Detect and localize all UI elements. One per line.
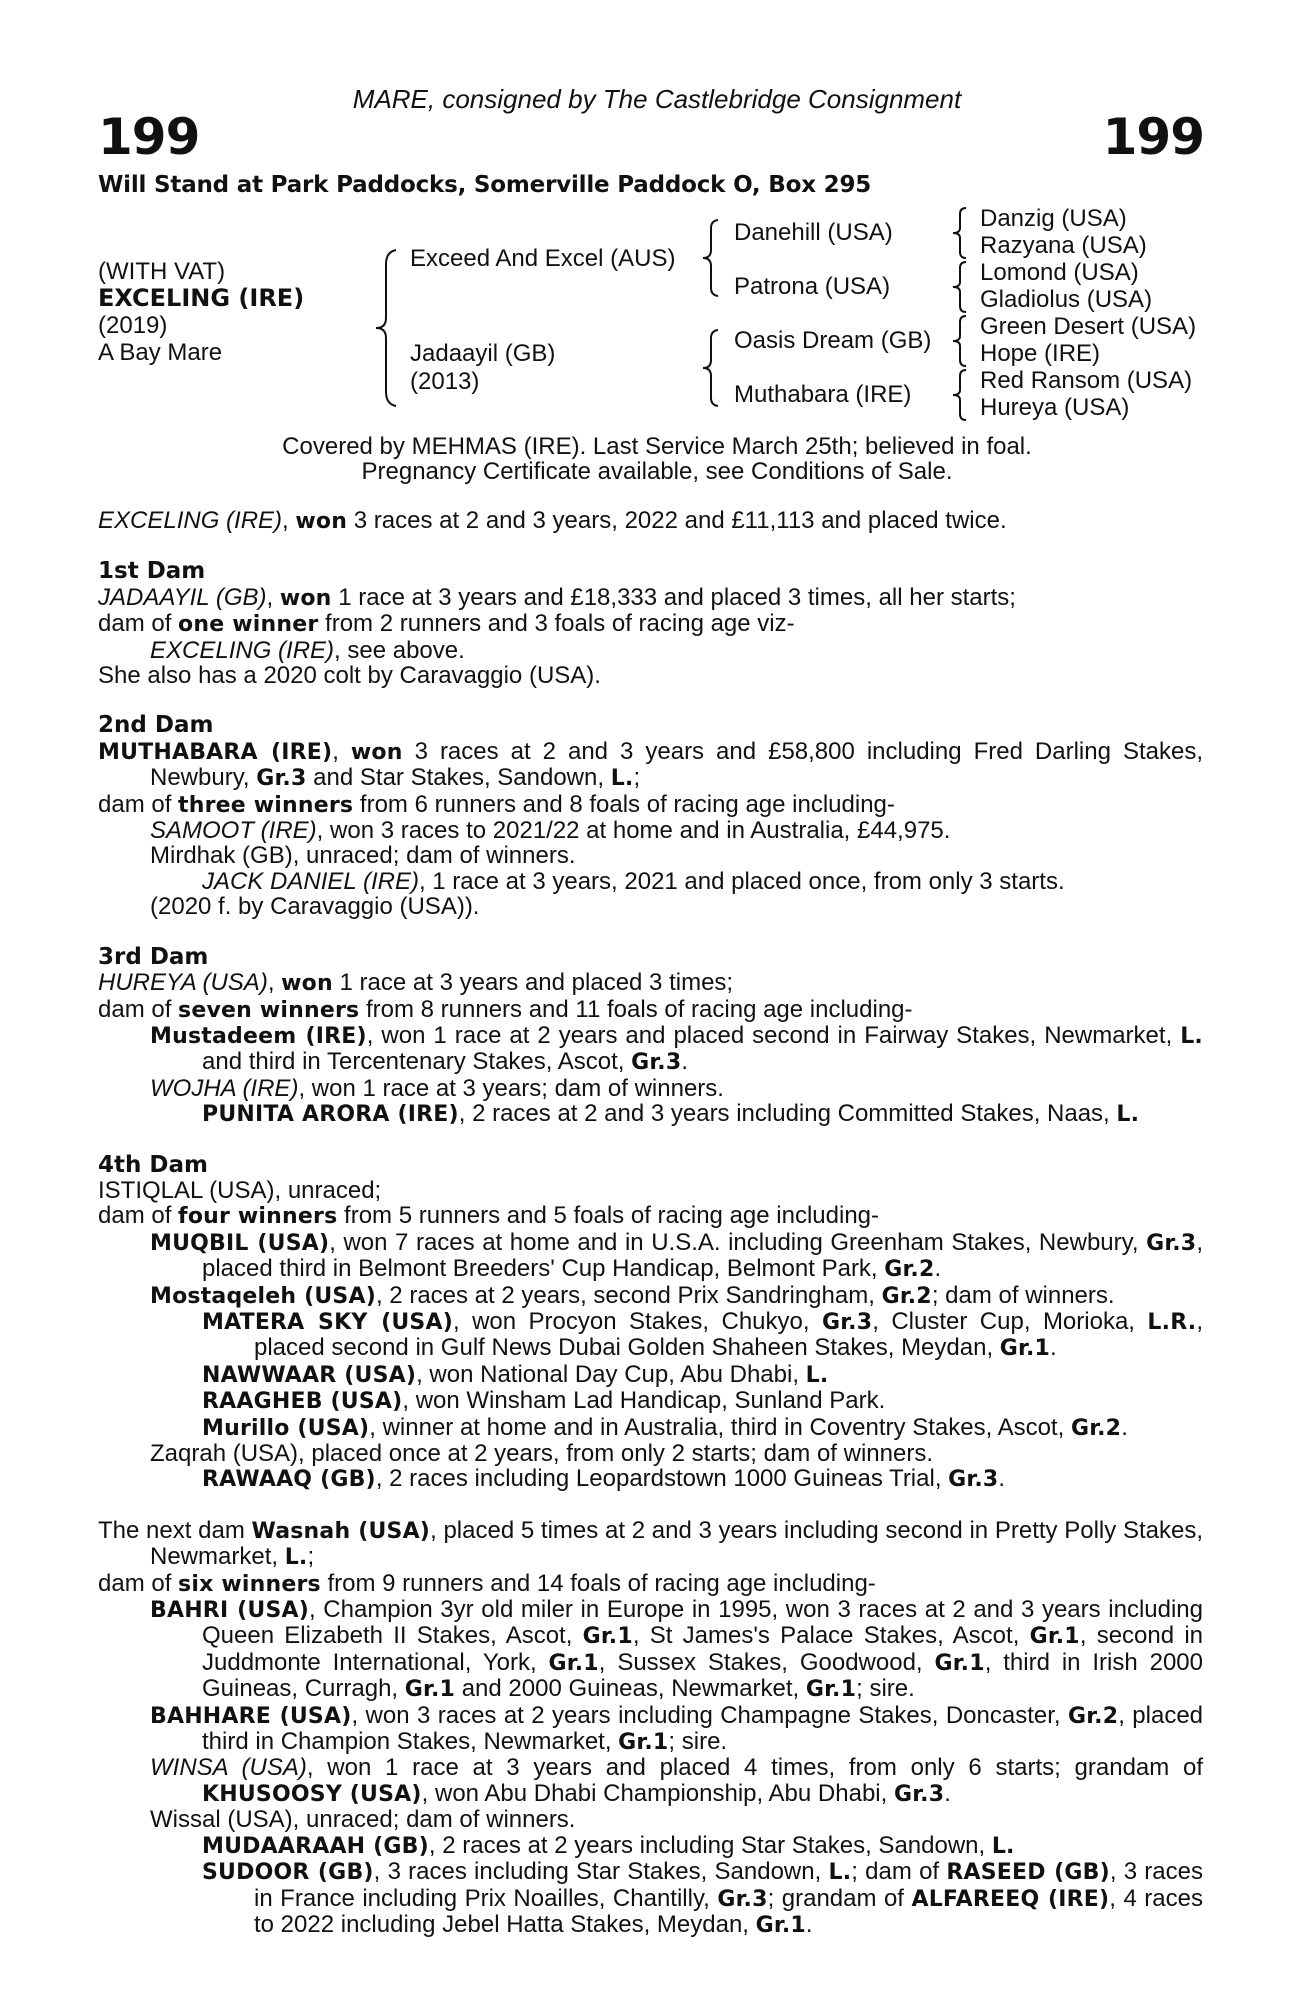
produce-entry [98, 1597, 1203, 1703]
grade-badge: L. [610, 766, 634, 792]
horse-name: EXCELING (IRE) [98, 284, 305, 312]
produce-text: , won National Day Cup, Abu Dhabi, [416, 1360, 806, 1388]
third-dam-heading: 3rd Dam [98, 943, 209, 970]
second-dam-line: MUTHABARA (IRE), won 3 races at 2 and 3 years and £58,800 including Fred Darling Stakes, Newbury, Gr.3 and Star Stakes, Sandown, L.; [98, 737, 1203, 792]
produce-text: ; dam of winners. [931, 1281, 1115, 1309]
produce-entry [98, 1023, 1203, 1076]
produce-text: . [1050, 1334, 1057, 1362]
next-dam-section [98, 1518, 1203, 1939]
third-dam-line: HUREYA (USA), won 1 race at 3 years and placed 3 times; [98, 969, 734, 997]
produce-text: ; dam of [851, 1858, 947, 1886]
dam-of-label: dam of [98, 790, 179, 818]
produce-name: MUDAARAAH (GB) [202, 1833, 429, 1859]
produce-text: , St James's Palace Stakes, Ascot, [632, 1622, 1030, 1650]
produce-text: , placed third in Champion Stakes, Newmarket, [202, 1701, 1204, 1756]
fourth-dam-line: ISTIQLAL (USA), unraced; [98, 1176, 382, 1204]
first-dam-section [98, 559, 1203, 688]
produce-text: , won 3 races at 2 years including Champagne Stakes, Doncaster, [351, 1701, 1068, 1729]
second-dam-heading: 2nd Dam [98, 712, 214, 739]
produce-name: EXCELING (IRE) [150, 636, 335, 664]
dam-text: 1 race at 3 years and £18,333 and placed 3 times, all her starts; [331, 583, 1016, 611]
second-dam-produce [98, 792, 1203, 818]
grade-badge: Gr.3 [717, 1886, 768, 1912]
won-label: won [281, 971, 333, 997]
first-dam-heading: 1st Dam [98, 558, 206, 585]
grade-badge: Gr.1 [582, 1624, 633, 1650]
dam-sire: Oasis Dream (GB) [734, 327, 932, 354]
next-dam-line [98, 1518, 1203, 1571]
produce-entry [98, 1466, 1203, 1492]
race-summary: EXCELING (IRE), won 3 races at 2 and 3 years, 2022 and £11,113 and placed twice. [98, 507, 1007, 534]
gg-5: Green Desert (USA) [980, 313, 1197, 340]
grade-badge: Gr.3 [1146, 1230, 1197, 1256]
produce-entry [98, 638, 1203, 663]
produce-name: WOJHA (IRE) [150, 1074, 299, 1102]
produce-text: , 1 race at 3 years, 2021 and placed once, from only 3 starts. [418, 867, 1065, 895]
next-dam-produce [98, 1571, 1203, 1597]
dam-dam: Muthabara (IRE) [734, 381, 912, 408]
produce-text: and third in Tercentenary Stakes, Ascot, [202, 1048, 632, 1076]
grade-badge: Gr.1 [999, 1336, 1051, 1362]
produce-name: PUNITA ARORA (IRE) [202, 1102, 459, 1128]
first-dam-produce [98, 611, 1203, 637]
dam-of-label: dam of [98, 1569, 179, 1597]
grade-badge: Gr.2 [1070, 1415, 1122, 1441]
dam-text: ; [307, 1543, 315, 1571]
dam-of-label: dam of [98, 1202, 179, 1230]
covered-line-1: Covered by MEHMAS (IRE). Last Service March 25th; believed in foal. [282, 433, 1032, 460]
produce-text: , see above. [334, 636, 465, 664]
produce-name: RAWAAQ (GB) [202, 1467, 376, 1493]
grade-badge: L. [991, 1833, 1015, 1859]
produce-text: , won 1 race at 3 years and placed 4 times, from only 6 starts; grandam of [306, 1754, 1204, 1782]
produce-name: Mostaqeleh (USA) [150, 1283, 376, 1309]
grade-badge: Gr.1 [934, 1650, 985, 1676]
produce-name: Mustadeem (IRE) [150, 1023, 367, 1049]
grade-badge: L. [284, 1545, 308, 1571]
grade-badge: Gr.1 [548, 1650, 599, 1676]
produce-entry [98, 1859, 1203, 1938]
produce-text: , 3 races in France including Prix Noailles, Chantilly, [254, 1858, 1203, 1912]
produce-name: Murillo (USA) [202, 1415, 370, 1441]
produce-name: BAHHARE (USA) [150, 1703, 352, 1729]
pedigree-brace-g1 [950, 206, 970, 260]
catalogue-body [98, 508, 1203, 1938]
produce-text: and 2000 Guineas, Newmarket, [455, 1675, 806, 1703]
grade-badge: Gr.1 [404, 1677, 456, 1703]
grade-badge: L. [1116, 1102, 1140, 1128]
produce-name: KHUSOOSY (USA) [202, 1781, 422, 1807]
produce-text: , 2 races at 2 years, second Prix Sandringham, [375, 1281, 882, 1309]
fourth-dam-produce [98, 1203, 1203, 1229]
pedigree-brace-sire [700, 218, 722, 298]
produce-entry [98, 1283, 1203, 1309]
gg-4: Gladiolus (USA) [980, 286, 1153, 313]
produce-name: MUQBIL (USA) [150, 1230, 330, 1256]
grade-badge: Gr.3 [256, 766, 307, 792]
produce-entry [98, 1755, 1203, 1807]
grade-badge: Gr.1 [805, 1677, 857, 1703]
produce-text: from 5 runners and 5 foals of racing age including- [337, 1202, 879, 1230]
won-label: won [279, 585, 332, 611]
produce-text: , 2 races at 2 and 3 years including Committed Stakes, Naas, [458, 1100, 1117, 1128]
produce-text: , won Procyon Stakes, Chukyo, [452, 1307, 822, 1335]
stand-location: Will Stand at Park Paddocks, Somerville Paddock O, Box 295 [98, 172, 872, 198]
produce-text: , won Abu Dhabi Championship, Abu Dhabi, [421, 1779, 894, 1807]
produce-name: MATERA SKY (USA) [202, 1309, 453, 1335]
produce-text: , won 1 race at 3 years; dam of winners. [298, 1074, 724, 1102]
produce-name: SAMOOT (IRE) [150, 817, 317, 845]
produce-text: , 4 races to 2022 including Jebel Hatta Stakes, Meydan, [254, 1884, 1203, 1938]
grade-badge: Gr.2 [884, 1257, 935, 1283]
grade-badge: Gr.3 [631, 1050, 682, 1076]
produce-text: , Sussex Stakes, Goodwood, [598, 1648, 935, 1676]
third-dam-produce [98, 997, 1203, 1023]
produce-text: . [1121, 1413, 1128, 1441]
produce-text: . [805, 1910, 813, 1938]
produce-entry [98, 818, 1203, 843]
gg-3: Lomond (USA) [980, 259, 1139, 286]
lot-number-right: 199 [1102, 108, 1204, 166]
produce-name: JACK DANIEL (IRE) [202, 867, 419, 895]
produce-text: from 6 runners and 8 foals of racing age including- [353, 790, 895, 818]
vat-label: (WITH VAT) [98, 258, 226, 285]
fourth-dam-section [98, 1153, 1203, 1493]
pedigree-brace-g3 [950, 314, 970, 368]
gg-7: Red Ransom (USA) [980, 367, 1193, 394]
produce-text: , Cluster Cup, Morioka, [872, 1307, 1148, 1335]
produce-entry [98, 1362, 1203, 1388]
grade-badge: Gr.2 [881, 1283, 932, 1309]
grade-badge: Gr.1 [618, 1730, 669, 1756]
third-dam-section [98, 945, 1203, 1128]
horse-description: A Bay Mare [98, 339, 223, 366]
sire: Exceed And Excel (AUS) [410, 245, 676, 272]
produce-name: RASEED (GB) [946, 1860, 1110, 1886]
winners-count: four winners [178, 1204, 338, 1230]
grade-badge: L. [805, 1362, 829, 1388]
dam-name: Wasnah (USA) [251, 1518, 431, 1544]
produce-text: , Champion 3yr old miler in Europe in 1995, won 3 races at 2 and 3 years including Queen Elizabeth II Stakes, Ascot, [202, 1596, 1204, 1650]
dam-of-label: dam of [98, 995, 179, 1023]
produce-entry [98, 1388, 1203, 1414]
produce-name: WINSA (USA) [150, 1754, 307, 1782]
grade-badge: Gr.3 [893, 1781, 945, 1807]
produce-text: . [944, 1779, 951, 1807]
produce-text: , placed second in Gulf News Dubai Golden Shaheen Stakes, Meydan, [254, 1307, 1203, 1362]
gg-1: Danzig (USA) [980, 205, 1127, 232]
produce-name: SUDOOR (GB) [202, 1860, 374, 1886]
produce-entry: Zaqrah (USA), placed once at 2 years, from only 2 starts; dam of winners. [150, 1440, 933, 1467]
produce-text: , won 7 races at home and in U.S.A. including Greenham Stakes, Newbury, [329, 1228, 1147, 1256]
produce-entry [98, 1309, 1203, 1362]
dam-text: and Star Stakes, Sandown, [306, 764, 611, 792]
produce-text: , 2 races including Leopardstown 1000 Guineas Trial, [375, 1465, 949, 1493]
covered-note [0, 434, 1314, 484]
produce-text: , 2 races at 2 years including Star Stakes, Sandown, [428, 1831, 992, 1859]
pedigree-brace-main [372, 248, 400, 408]
dam-year: (2013) [410, 368, 480, 395]
produce-entry: (2020 f. by Caravaggio (USA)). [150, 893, 480, 921]
produce-text: , placed third in Belmont Breeders' Cup Handicap, Belmont Park, [202, 1228, 1203, 1283]
produce-entry [98, 869, 1203, 894]
produce-text: . [681, 1048, 689, 1076]
fourth-dam-heading: 4th Dam [98, 1151, 208, 1178]
dam-text: 1 race at 3 years and placed 3 times; [332, 969, 734, 997]
produce-text: , third in Irish 2000 Guineas, Curragh, [202, 1648, 1204, 1703]
produce-text: from 9 runners and 14 foals of racing age including- [320, 1569, 876, 1597]
produce-name: NAWWAAR (USA) [202, 1362, 417, 1388]
grade-badge: L. [1180, 1023, 1203, 1049]
produce-entry [98, 1415, 1203, 1441]
consignment-line: MARE, consigned by The Castlebridge Consignment [352, 84, 962, 114]
produce-text: . [934, 1255, 942, 1283]
produce-name: ALFAREEQ (IRE) [911, 1886, 1110, 1912]
produce-text: , 3 races including Star Stakes, Sandown, [373, 1858, 829, 1886]
grade-badge: Gr.1 [1029, 1624, 1080, 1650]
produce-entry: Wissal (USA), unraced; dam of winners. [150, 1806, 576, 1834]
first-dam-line: JADAAYIL (GB), won 1 race at 3 years and £18,333 and placed 3 times, all her starts; [98, 583, 1016, 611]
produce-text: ; sire. [668, 1728, 728, 1756]
horse-year: (2019) [98, 312, 168, 339]
produce-entry: Mirdhak (GB), unraced; dam of winners. [150, 842, 576, 870]
winners-count: three winners [178, 792, 354, 818]
produce-text: , won Winsham Lad Handicap, Sunland Park. [402, 1387, 886, 1415]
horse-name-ref: EXCELING (IRE) [98, 507, 283, 534]
won-label: won [350, 739, 403, 765]
dam-text: , placed 5 times at 2 and 3 years including second in Pretty Polly Stakes, Newmarket, [150, 1516, 1204, 1571]
won-label: won [295, 509, 348, 534]
second-dam-section [98, 713, 1203, 919]
dam-name: HUREYA (USA) [98, 969, 268, 997]
produce-entry [98, 1076, 1203, 1101]
produce-text: , won 3 races to 2021/22 at home and in Australia, £44,975. [316, 817, 951, 845]
produce-entry [98, 1703, 1203, 1756]
dam-text: ; [633, 764, 641, 792]
covered-line-2: Pregnancy Certificate available, see Conditions of Sale. [361, 458, 953, 485]
produce-entry [98, 1101, 1203, 1127]
produce-entry [98, 1833, 1203, 1859]
dam: Jadaayil (GB) [410, 340, 556, 367]
produce-text: , winner at home and in Australia, third in Coventry Stakes, Ascot, [369, 1413, 1071, 1441]
grade-badge: Gr.3 [948, 1467, 999, 1493]
produce-text: ; sire. [856, 1675, 915, 1703]
dam-name: JADAAYIL (GB) [98, 583, 267, 611]
grade-badge: Gr.1 [755, 1912, 806, 1938]
gg-8: Hureya (USA) [980, 394, 1130, 421]
winners-count: one winner [178, 612, 319, 638]
summary-text: 3 races at 2 and 3 years, 2022 and £11,113 and placed twice. [347, 507, 1007, 534]
winners-count: seven winners [178, 997, 360, 1023]
grade-badge: L.R. [1147, 1309, 1197, 1335]
sire-sire: Danehill (USA) [734, 219, 893, 246]
produce-text: ; grandam of [767, 1884, 912, 1912]
produce-name: BAHRI (USA) [150, 1598, 309, 1624]
dam-text: 3 races at 2 and 3 years and £58,800 including Fred Darling Stakes, Newbury, [150, 737, 1203, 792]
dam-of-label: dam of [98, 610, 179, 638]
pedigree-brace-g4 [950, 368, 970, 422]
produce-text: from 2 runners and 3 foals of racing age viz- [318, 610, 795, 638]
pedigree-brace-g2 [950, 260, 970, 314]
sire-dam: Patrona (USA) [734, 273, 891, 300]
produce-text: . [998, 1465, 1006, 1493]
gg-2: Razyana (USA) [980, 232, 1147, 259]
gg-6: Hope (IRE) [980, 340, 1101, 367]
pedigree-brace-dam [700, 328, 722, 408]
produce-text: , second in Juddmonte International, York, [202, 1622, 1203, 1676]
grade-badge: Gr.2 [1067, 1703, 1119, 1729]
colt-note: She also has a 2020 colt by Caravaggio (USA). [98, 662, 601, 690]
produce-text: , won 1 race at 2 years and placed second in Fairway Stakes, Newmarket, [366, 1021, 1181, 1049]
lot-number-left: 199 [98, 108, 200, 166]
produce-name: RAAGHEB (USA) [202, 1389, 403, 1415]
next-dam-label: The next dam [98, 1516, 252, 1544]
dam-name: MUTHABARA (IRE) [98, 739, 333, 765]
produce-entry [98, 1230, 1203, 1283]
winners-count: six winners [178, 1571, 321, 1597]
grade-badge: Gr.3 [821, 1309, 873, 1335]
grade-badge: L. [828, 1860, 852, 1886]
produce-text: from 8 runners and 11 foals of racing age including- [359, 995, 913, 1023]
